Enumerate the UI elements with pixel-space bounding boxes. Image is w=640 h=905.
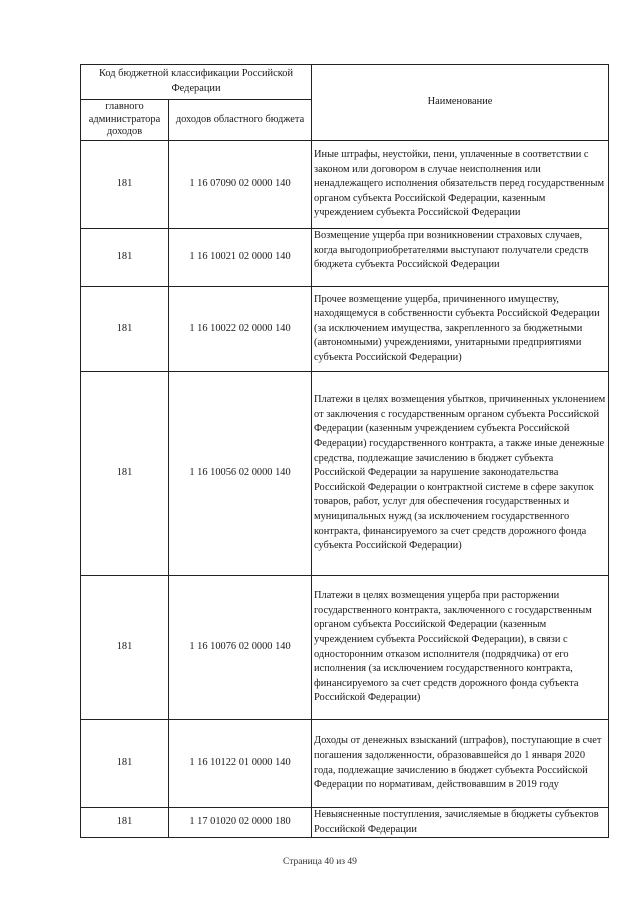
- admin-code-cell: 181: [81, 229, 169, 287]
- header-admin: главного администратора доходов: [81, 100, 169, 141]
- table-row: [81, 229, 609, 287]
- admin-code-cell: 181: [81, 808, 169, 838]
- income-code-cell: 1 16 10056 02 0000 140: [169, 372, 312, 576]
- name-cell: Прочее возмещение ущерба, причиненного имуществу, находящемуся в собственности субъекта Российской Федерации (за исключением имущества, закрепленного за бюджетными (автономными) учреждениями, унитарными предприятиями субъекта Российской Федерации): [312, 287, 609, 372]
- table-row: [81, 808, 609, 838]
- income-code-cell: 1 16 07090 02 0000 140: [169, 141, 312, 229]
- admin-code-cell: 181: [81, 141, 169, 229]
- header-name: Наименование: [312, 65, 609, 141]
- admin-code-cell: 181: [81, 720, 169, 808]
- income-code-cell: 1 16 10076 02 0000 140: [169, 576, 312, 720]
- income-code-cell: 1 16 10122 01 0000 140: [169, 720, 312, 808]
- header-income: доходов областного бюджета: [169, 100, 312, 141]
- table-row: [81, 720, 609, 808]
- budget-classification-table: [80, 64, 609, 838]
- page-number: Страница 40 из 49: [283, 857, 357, 867]
- admin-code-cell: 181: [81, 372, 169, 576]
- table-row: [81, 372, 609, 576]
- income-code-cell: 1 16 10022 02 0000 140: [169, 287, 312, 372]
- header-code-group: Код бюджетной классификации Российской Федерации: [81, 65, 312, 100]
- name-cell: Возмещение ущерба при возникновении страховых случаев, когда выгодоприобретателями выступают получатели средств бюджета субъекта Российской Федерации: [312, 229, 609, 287]
- name-cell: Платежи в целях возмещения ущерба при расторжении государственного контракта, заключенного с государственным органом субъекта Российской Федерации (казенным учреждением субъекта Российской Федерации), в связи с односторонним отказом исполнителя (подрядчика) от его исполнения (за исключением государственного контракта, финансируемого за счет средств дорожного фонда субъекта Российской Федерации): [312, 576, 609, 720]
- name-cell: Иные штрафы, неустойки, пени, уплаченные в соответствии с законом или договором в случае неисполнения или ненадлежащего исполнения обязательств перед государственным органом субъекта Российской Федерации, казенным учреждением субъекта Российской Федерации: [312, 141, 609, 229]
- name-cell: Невыясненные поступления, зачисляемые в бюджеты субъектов Российской Федерации: [312, 808, 609, 838]
- admin-code-cell: 181: [81, 576, 169, 720]
- table-row: [81, 141, 609, 229]
- admin-code-cell: 181: [81, 287, 169, 372]
- table-row: [81, 287, 609, 372]
- name-cell: Платежи в целях возмещения убытков, причиненных уклонением от заключения с государственным органом субъекта Российской Федерации (казенным учреждением субъекта Российской Федерации) государственного контракта, а также иные денежные средства, подлежащие зачислению в бюджет субъекта Российской Федерации за нарушение законодательства Российской Федерации о контрактной системе в сфере закупок товаров, работ, услуг для обеспечения государственных и муниципальных нужд (за исключением государственного контракта, финансируемого за счет средств дорожного фонда субъекта Российской Федерации): [312, 372, 609, 576]
- name-cell: Доходы от денежных взысканий (штрафов), поступающие в счет погашения задолженности, образовавшейся до 1 января 2020 года, подлежащие зачислению в бюджет субъекта Российской Федерации по нормативам, действовавшим в 2019 году: [312, 720, 609, 808]
- header-row-top: [81, 65, 609, 100]
- income-code-cell: 1 17 01020 02 0000 180: [169, 808, 312, 838]
- table-row: [81, 576, 609, 720]
- income-code-cell: 1 16 10021 02 0000 140: [169, 229, 312, 287]
